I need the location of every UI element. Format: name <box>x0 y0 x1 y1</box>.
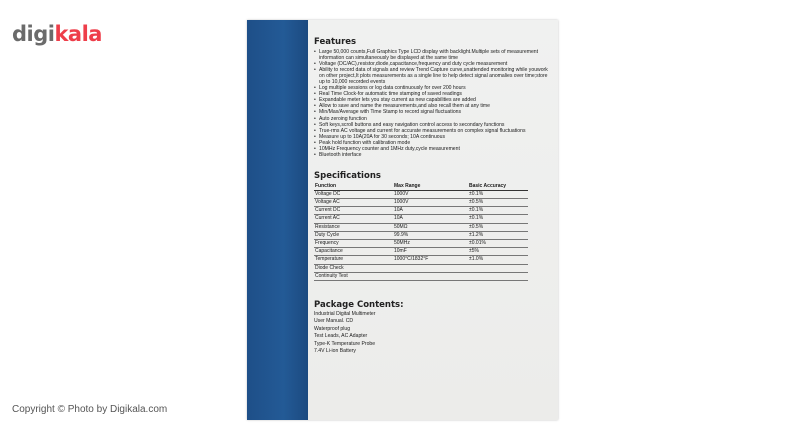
cell-basic-accuracy: ±5% <box>469 248 528 256</box>
cell-function: Continuity Test <box>314 272 394 280</box>
table-row <box>314 248 528 256</box>
package-item: Industrial Digital Multimeter <box>314 311 376 318</box>
table-row <box>314 256 528 264</box>
feature-item: • Soft keys,scroll buttons and easy navigation control access to secondary functions <box>314 122 552 128</box>
box-text-content <box>314 37 552 356</box>
table-row <box>314 190 528 198</box>
feature-item: • Bluetooth interface <box>314 152 552 158</box>
cell-function: Resistance <box>314 223 394 231</box>
cell-basic-accuracy: ±0.5% <box>469 223 528 231</box>
photo-credit: Copyright © Photo by Digikala.com <box>12 404 168 415</box>
feature-item: • Allow to save and name the measurements,and also recall them at any time <box>314 103 552 109</box>
cell-function: Voltage DC <box>314 190 394 198</box>
blue-side-stripe <box>247 20 308 420</box>
feature-item: • Real Time Clock-for automatic time stamping of saved readings <box>314 91 552 97</box>
logo-text-digi: digi <box>12 22 55 46</box>
table-row <box>314 272 528 280</box>
cell-max-range: 10A <box>394 207 469 215</box>
table-row <box>314 240 528 248</box>
feature-item: • Measure up to 10A(20A for 30 seconds; 10A continuous <box>314 134 552 140</box>
feature-item: • Peak hold function with calibration mode <box>314 140 552 146</box>
table-row <box>314 264 528 272</box>
feature-item: • True-rms AC voltage and current for accurate measurements on complex signal fluctuations <box>314 128 552 134</box>
package-item: Test Leads, AC Adapter <box>314 333 368 340</box>
cell-max-range <box>394 264 469 272</box>
cell-basic-accuracy: ±0.01% <box>469 240 528 248</box>
cell-function: Current AC <box>314 215 394 223</box>
specifications-body <box>314 190 528 280</box>
cell-max-range: 99.9% <box>394 231 469 239</box>
cell-basic-accuracy <box>469 272 528 280</box>
logo-text-kala: kala <box>54 22 102 46</box>
cell-max-range: 50MHz <box>394 240 469 248</box>
table-row <box>314 223 528 231</box>
cell-function: Capacitance <box>314 248 394 256</box>
cell-max-range <box>394 272 469 280</box>
package-item: Type-K Temperature Probe <box>314 340 376 347</box>
specifications-heading: Specifications <box>314 170 381 181</box>
cell-max-range: 1000°C/1832°F <box>394 256 469 264</box>
feature-item: • Expandable meter lets you stay current as new capabilities are added <box>314 97 552 103</box>
specifications-table <box>314 183 528 281</box>
cell-basic-accuracy: ±0.1% <box>469 207 528 215</box>
features-heading: Features <box>314 37 357 47</box>
cell-basic-accuracy: ±0.5% <box>469 199 528 207</box>
cell-max-range: 1000V <box>394 190 469 198</box>
cell-function: Duty Cycle <box>314 231 394 239</box>
table-row <box>314 199 528 207</box>
cell-basic-accuracy: ±1.2% <box>469 231 528 239</box>
feature-item: • Voltage (DC/AC),resistor,diode,capacitance,frequency and duty cycle measurement <box>314 61 552 67</box>
cell-max-range: 10A <box>394 215 469 223</box>
package-contents-list <box>314 311 552 355</box>
cell-basic-accuracy: ±1.0% <box>469 256 528 264</box>
package-item: Waterproof plug <box>314 325 351 332</box>
cell-function: Frequency <box>314 240 394 248</box>
cell-basic-accuracy: ±0.1% <box>469 215 528 223</box>
features-list <box>314 49 552 158</box>
cell-basic-accuracy <box>469 264 528 272</box>
table-row <box>314 207 528 215</box>
feature-item: • Ability to record data of signals and review Trend Capture curve,unattended monitoring while youwork on other project,It plots measurements as a single line to help detect signal anomalies over time;store up to 10,000 recorded events <box>314 67 552 85</box>
feature-item: • Auto zeroing function <box>314 116 552 122</box>
cell-function: Current DC <box>314 207 394 215</box>
cell-max-range: 50MΩ <box>394 223 469 231</box>
feature-item: • 10MHz Frequency counter and 1MHz duty,cycle measurement <box>314 146 552 152</box>
feature-item: • Min/Max/Average with Time Stamp to record signal fluctuations <box>314 109 552 115</box>
cell-max-range: 1000V <box>394 199 469 207</box>
feature-item: • Log multiple sessions or log data continuously for over 200 hours <box>314 85 552 91</box>
table-row <box>314 231 528 239</box>
header-function: Function <box>314 183 394 191</box>
feature-item: • Large 50,000 counts,Full Graphics Type LCD display with backlight.Multiple sets of measurement information can simultaneously be displayed at the same time <box>314 49 552 61</box>
specifications-header-row <box>314 183 528 191</box>
package-item: User Manual. CD <box>314 318 354 325</box>
cell-max-range: 10mF <box>394 248 469 256</box>
cell-basic-accuracy: ±0.1% <box>469 190 528 198</box>
table-row <box>314 215 528 223</box>
header-basic-accuracy: Basic Accuracy <box>469 183 528 191</box>
header-max-range: Max Range <box>394 183 469 191</box>
cell-function: Voltage AC <box>314 199 394 207</box>
cell-function: Temperature <box>314 256 394 264</box>
cell-function: Diode Check <box>314 264 394 272</box>
package-contents-heading: Package Contents: <box>314 300 404 311</box>
package-item: 7.4V Li-ion Battery <box>314 348 356 355</box>
product-box <box>247 20 558 420</box>
digikala-logo[interactable] <box>12 22 102 46</box>
